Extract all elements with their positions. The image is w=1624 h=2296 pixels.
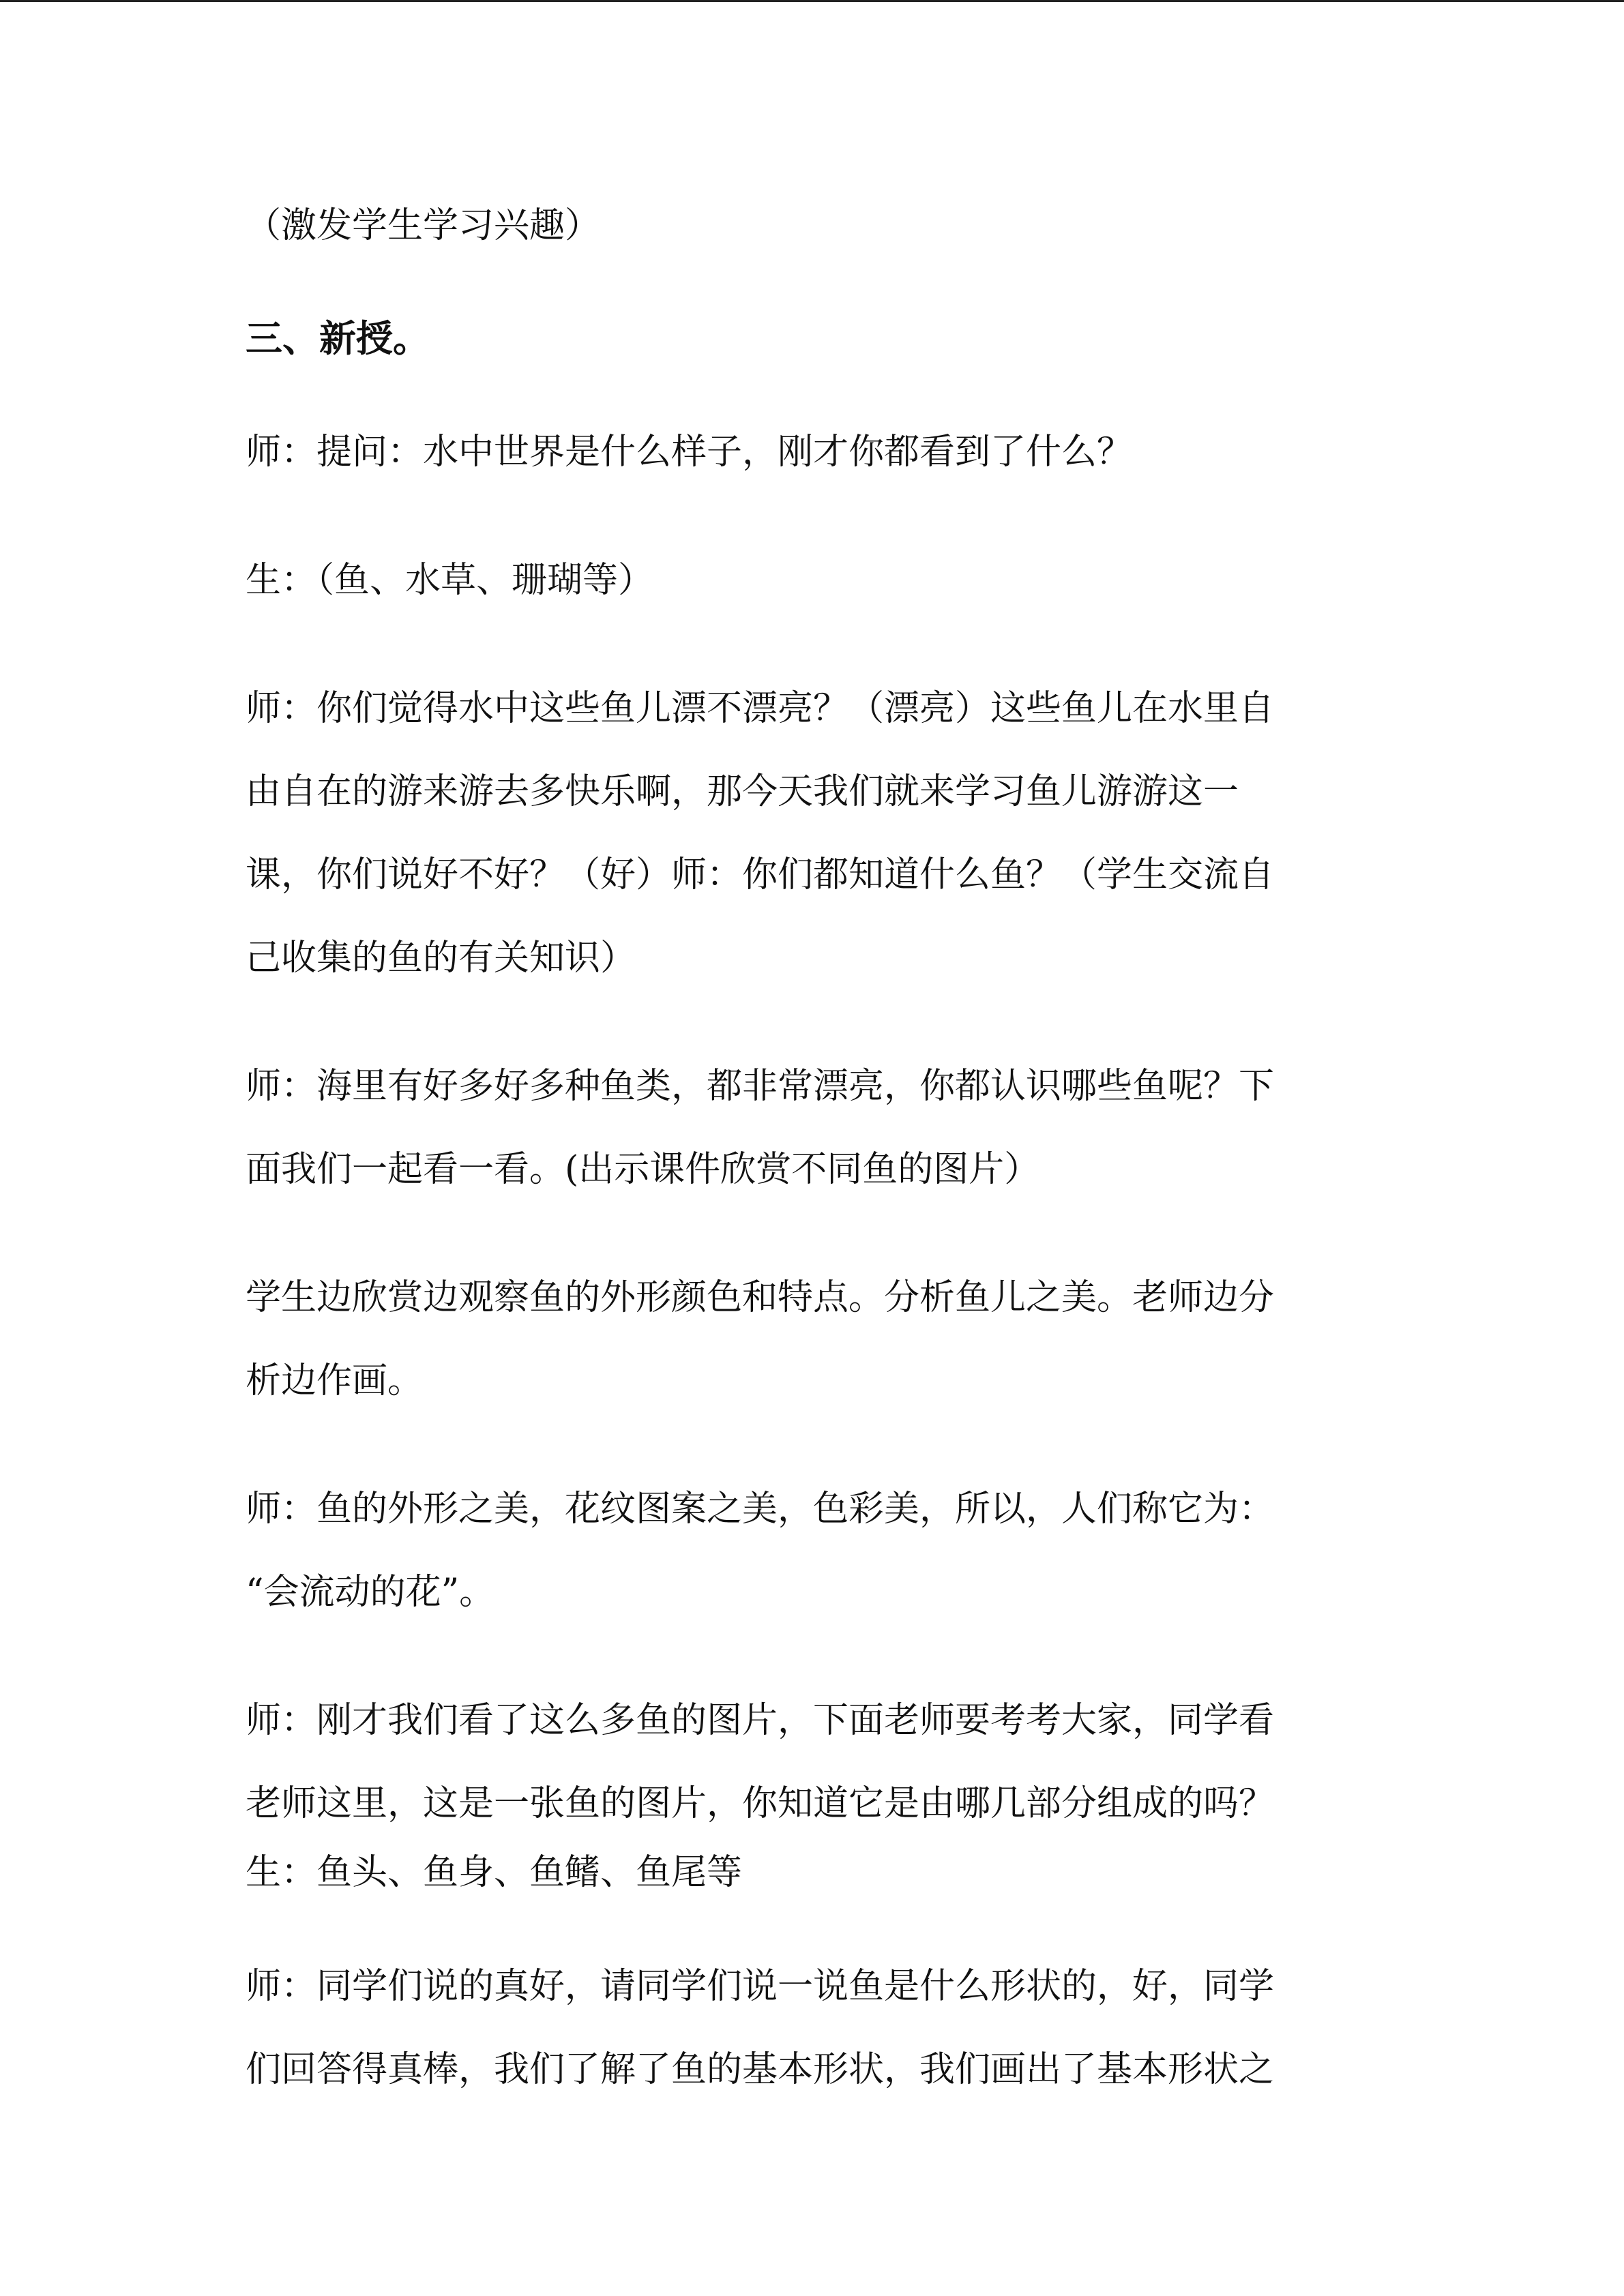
paragraph-flowing-flower: [246, 1467, 1378, 1634]
text-line: （激发学生学习兴趣）: [246, 205, 601, 246]
text-line: 由自在的游来游去多快乐啊，那今天我们就来学习鱼儿游游这一: [246, 771, 1239, 812]
paragraph-interest: [246, 184, 1378, 267]
top-border-line: [0, 0, 1624, 2]
text-line: 老师这里，这是一张鱼的图片，你知道它是由哪几部分组成的吗？: [246, 1783, 1275, 1824]
text-line: 师：提问：水中世界是什么样子，刚才你都看到了什么？: [246, 432, 1133, 473]
paragraph-teacher-intro: [246, 667, 1378, 1000]
text-line: 师：海里有好多好多种鱼类，都非常漂亮，你都认识哪些鱼呢？下: [246, 1066, 1275, 1107]
heading-text: 三、新授。: [246, 317, 430, 360]
paragraph-student-answer: [246, 539, 1378, 622]
text-line: 师：鱼的外形之美，花纹图案之美，色彩美，所以，人们称它为：: [246, 1489, 1275, 1530]
text-line: 生：鱼头、鱼身、鱼鳍、鱼尾等: [246, 1852, 743, 1893]
text-line: 生：（鱼、水草、珊瑚等）: [246, 560, 654, 601]
paragraph-fish-shape: [246, 1945, 1378, 2111]
text-line: 们回答得真棒，我们了解了鱼的基本形状，我们画出了基本形状之: [246, 2049, 1275, 2090]
paragraph-fish-parts: [246, 1679, 1378, 1900]
text-line: 析边作画。: [246, 1360, 424, 1401]
section-heading-new-lesson: [246, 297, 1378, 381]
text-line: 学生边欣赏边观察鱼的外形颜色和特点。分析鱼儿之美。老师边分: [246, 1277, 1275, 1318]
paragraph-sea-fish: [246, 1045, 1378, 1211]
text-line: 己收集的鱼的有关知识）: [246, 938, 636, 979]
paragraph-teacher-question: [246, 411, 1378, 494]
text-line: “会流动的花”。: [246, 1572, 495, 1613]
document-page: [246, 184, 1378, 2111]
text-line: 课，你们说好不好？（好）师：你们都知道什么鱼？（学生交流自: [246, 854, 1275, 895]
text-line: 师：刚才我们看了这么多鱼的图片，下面老师要考考大家，同学看: [246, 1700, 1275, 1741]
text-line: 师：同学们说的真好，请同学们说一说鱼是什么形状的，好，同学: [246, 1966, 1275, 2007]
text-line: 面我们一起看一看。(出示课件欣赏不同鱼的图片）: [246, 1149, 1040, 1190]
text-line: 师：你们觉得水中这些鱼儿漂不漂亮？（漂亮）这些鱼儿在水里自: [246, 688, 1275, 729]
paragraph-observe: [246, 1256, 1378, 1422]
